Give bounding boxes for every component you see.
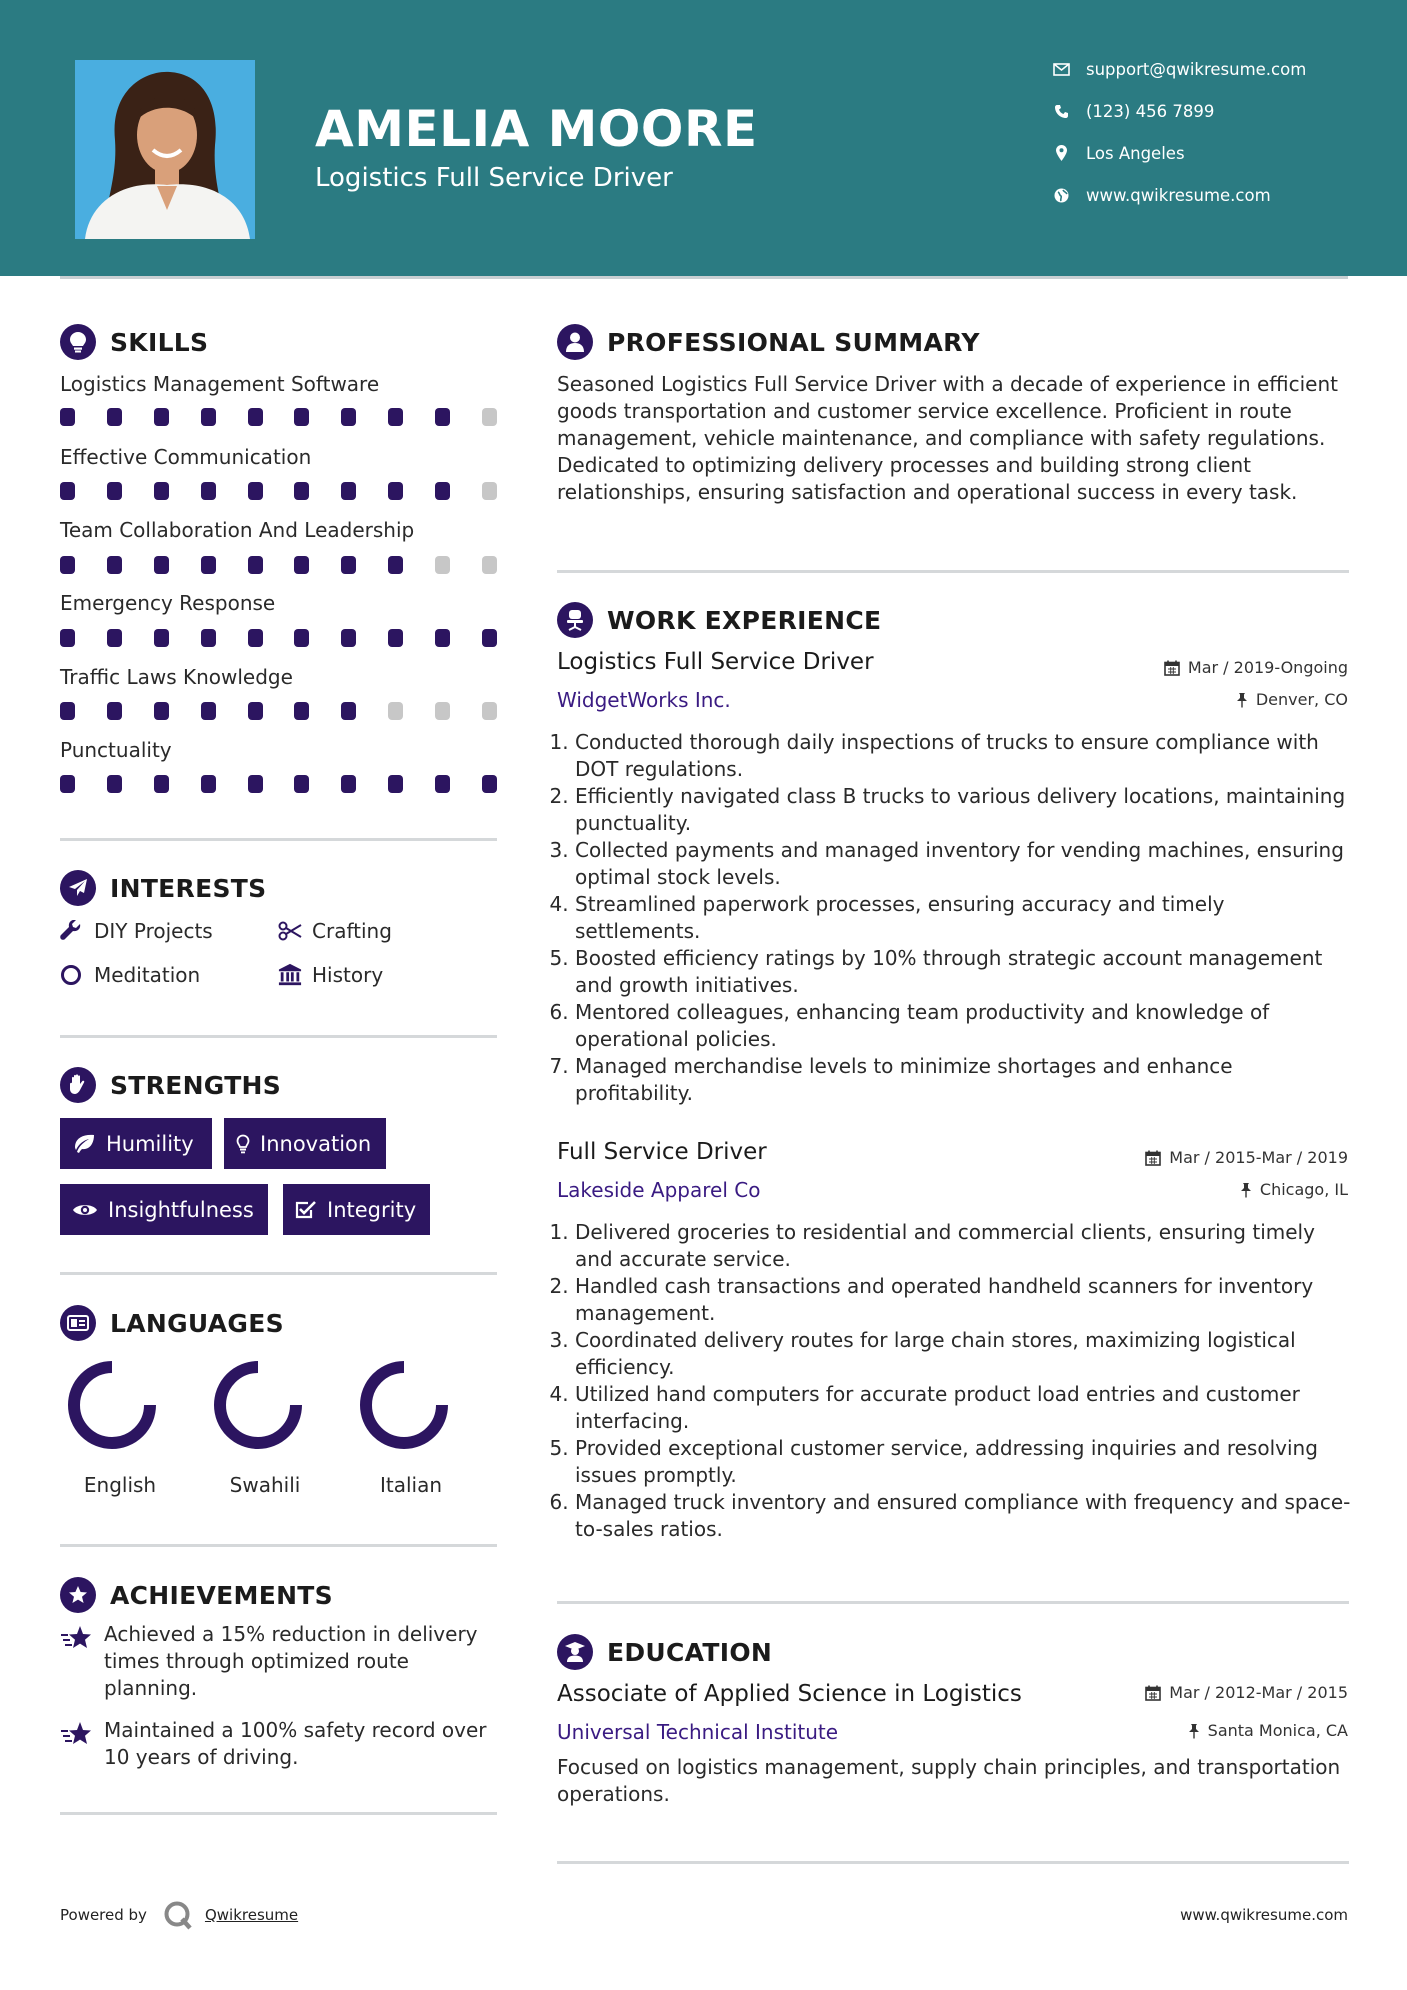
section-divider	[557, 1861, 1349, 1864]
calendar-icon	[1145, 1150, 1161, 1166]
skill-dot-filled	[107, 408, 122, 426]
job-duties	[557, 1219, 1352, 1543]
job-title: Logistics Full Service Driver	[557, 649, 874, 675]
duty-item: 4. Utilized hand computers for accurate product load entries and customer interfacing.	[575, 1381, 1352, 1435]
skill-dot-filled	[341, 556, 356, 574]
strength-badge: Integrity	[283, 1184, 430, 1235]
language-name: English	[83, 1473, 157, 1497]
circle-icon	[60, 964, 84, 986]
skill-dot-filled	[60, 556, 75, 574]
skill-dot-filled	[435, 775, 450, 793]
skill-dot-filled	[107, 556, 122, 574]
skill-rating	[60, 775, 497, 793]
footer-powered-by: Powered by Qwikresume	[60, 1900, 298, 1930]
skill-dot-filled	[248, 482, 263, 500]
job-location: Denver, CO	[1236, 690, 1348, 709]
education-dates: Mar / 2012-Mar / 2015	[1145, 1683, 1348, 1702]
skill-dot-empty	[435, 556, 450, 574]
skill-dot-filled	[154, 556, 169, 574]
achievements-heading: ACHIEVEMENTS	[60, 1577, 333, 1613]
languages-heading: LANGUAGES	[60, 1305, 284, 1341]
education-heading: EDUCATION	[557, 1634, 772, 1670]
skill-dot-filled	[482, 629, 497, 647]
language-ring-arc	[220, 1367, 296, 1443]
skill-dot-filled	[201, 408, 216, 426]
contact-phone[interactable]: (123) 456 7899	[1050, 99, 1214, 123]
skill-dot-empty	[482, 408, 497, 426]
skill-dot-filled	[248, 629, 263, 647]
strength-badge: Humility	[60, 1118, 212, 1169]
skill-rating	[60, 629, 497, 647]
star-badge-icon	[60, 1577, 96, 1613]
contact-location: Los Angeles	[1050, 141, 1185, 165]
skill-dot-filled	[201, 556, 216, 574]
job-dates: Mar / 2015-Mar / 2019	[1145, 1148, 1348, 1167]
footer-website[interactable]: www.qwikresume.com	[1180, 1906, 1348, 1924]
skill-name: Traffic Laws Knowledge	[60, 665, 293, 689]
skill-dot-filled	[435, 482, 450, 500]
header-divider	[60, 276, 1348, 279]
wrench-icon	[60, 920, 84, 942]
interests-heading: INTERESTS	[60, 870, 266, 906]
skill-rating	[60, 556, 497, 574]
skill-dot-filled	[341, 629, 356, 647]
education-description: Focused on logistics management, supply chain principles, and transportation operations.	[557, 1755, 1341, 1806]
map-pin-icon	[1050, 145, 1072, 161]
skill-dot-filled	[248, 556, 263, 574]
language-ring	[359, 1360, 449, 1450]
skill-dot-filled	[388, 775, 403, 793]
school-name: Universal Technical Institute	[557, 1720, 839, 1744]
skill-dot-filled	[435, 408, 450, 426]
brand-link[interactable]: Qwikresume	[204, 1906, 299, 1924]
duty-item: 6. Mentored colleagues, enhancing team productivity and knowledge of operational policies.	[575, 999, 1352, 1053]
user-icon	[557, 324, 593, 360]
skill-dot-filled	[107, 702, 122, 720]
skill-dot-empty	[482, 556, 497, 574]
skill-dot-filled	[60, 482, 75, 500]
skill-dot-filled	[248, 702, 263, 720]
section-divider	[60, 1272, 497, 1275]
skill-dot-filled	[60, 702, 75, 720]
globe-icon	[1050, 188, 1072, 203]
achievement-item: Achieved a 15% reduction in delivery times through optimized route planning.	[60, 1621, 500, 1702]
job-duties	[557, 729, 1352, 1107]
language-ring	[213, 1360, 303, 1450]
company-name: WidgetWorks Inc.	[557, 688, 731, 712]
skill-dot-empty	[435, 702, 450, 720]
section-divider	[557, 1601, 1349, 1604]
skill-dot-filled	[201, 482, 216, 500]
interest-item: History	[278, 962, 383, 988]
skill-dot-filled	[154, 702, 169, 720]
skill-dot-empty	[388, 702, 403, 720]
skill-dot-filled	[435, 629, 450, 647]
skill-dot-filled	[388, 408, 403, 426]
company-name: Lakeside Apparel Co	[557, 1178, 761, 1202]
profile-photo	[75, 60, 255, 239]
education-location: Santa Monica, CA	[1188, 1721, 1348, 1740]
duty-item: 3. Coordinated delivery routes for large chain stores, maximizing logistical efficiency.	[575, 1327, 1352, 1381]
contact-website[interactable]: www.qwikresume.com	[1050, 183, 1271, 207]
skill-dot-filled	[388, 629, 403, 647]
interest-item: Crafting	[278, 918, 392, 944]
language-name: Swahili	[229, 1473, 301, 1497]
job-dates: Mar / 2019-Ongoing	[1164, 658, 1348, 677]
skill-dot-filled	[388, 556, 403, 574]
skill-dot-filled	[388, 482, 403, 500]
skill-dot-filled	[294, 629, 309, 647]
calendar-icon	[1164, 660, 1180, 676]
interest-item: Meditation	[60, 962, 200, 988]
duty-item: 4. Streamlined paperwork processes, ensuring accuracy and timely settlements.	[575, 891, 1352, 945]
job-location: Chicago, IL	[1240, 1180, 1348, 1199]
skill-dot-empty	[482, 482, 497, 500]
checkbox-icon	[295, 1200, 317, 1220]
strengths-heading: STRENGTHS	[60, 1067, 281, 1103]
skill-name: Emergency Response	[60, 591, 276, 615]
section-divider	[60, 838, 497, 841]
candidate-name: AMELIA MOORE	[315, 100, 758, 158]
skill-dot-filled	[154, 629, 169, 647]
pushpin-icon	[1188, 1723, 1200, 1739]
skill-dot-filled	[60, 629, 75, 647]
skill-dot-filled	[294, 775, 309, 793]
language-card-icon	[60, 1305, 96, 1341]
skill-dot-filled	[341, 408, 356, 426]
section-divider	[60, 1035, 497, 1038]
skill-dot-filled	[294, 556, 309, 574]
duty-item: 5. Boosted efficiency ratings by 10% through strategic account management and growth initiatives.	[575, 945, 1352, 999]
paper-plane-icon	[60, 870, 96, 906]
skill-dot-filled	[482, 775, 497, 793]
achievement-item: Maintained a 100% safety record over 10 years of driving.	[60, 1717, 500, 1771]
skill-name: Logistics Management Software	[60, 372, 380, 396]
star-icon	[60, 1621, 94, 1702]
skill-name: Punctuality	[60, 738, 172, 762]
skill-dot-filled	[341, 482, 356, 500]
language-ring	[67, 1360, 157, 1450]
duty-item: 7. Managed merchandise levels to minimize shortages and enhance profitability.	[575, 1053, 1352, 1107]
skill-dot-filled	[341, 775, 356, 793]
duty-item: 1. Conducted thorough daily inspections of trucks to ensure compliance with DOT regulations.	[575, 729, 1352, 783]
skill-dot-filled	[248, 775, 263, 793]
degree-title: Associate of Applied Science in Logistics	[557, 1681, 1022, 1707]
bank-icon	[278, 963, 302, 987]
graduate-icon	[557, 1634, 593, 1670]
candidate-title: Logistics Full Service Driver	[315, 163, 673, 193]
strength-badge: Insightfulness	[60, 1184, 268, 1235]
skill-dot-filled	[201, 775, 216, 793]
skill-dot-filled	[154, 775, 169, 793]
duty-item: 2. Efficiently navigated class B trucks to various delivery locations, maintaining punctuality.	[575, 783, 1352, 837]
skills-heading: SKILLS	[60, 324, 208, 360]
pushpin-icon	[1240, 1182, 1252, 1198]
eye-icon	[72, 1202, 98, 1218]
summary-text: Seasoned Logistics Full Service Driver with a decade of experience in efficient goods transportation and customer service excellence. Proficient in route management, vehicle maintenance, and compliance with safety regulations. Dedicated to optimizing delivery processes and building strong client relationships, ensuring satisfaction and operational success in every task.	[557, 372, 1339, 504]
skill-dot-filled	[294, 702, 309, 720]
skill-dot-filled	[294, 482, 309, 500]
summary-heading: PROFESSIONAL SUMMARY	[557, 324, 980, 360]
contact-email[interactable]: support@qwikresume.com	[1050, 57, 1306, 81]
skill-rating	[60, 408, 497, 426]
skill-dot-filled	[154, 408, 169, 426]
skill-dot-filled	[248, 408, 263, 426]
language-name: Italian	[379, 1473, 443, 1497]
skill-rating	[60, 482, 497, 500]
skill-dot-filled	[107, 775, 122, 793]
star-icon	[60, 1717, 94, 1771]
experience-heading: WORK EXPERIENCE	[557, 602, 881, 638]
phone-icon	[1050, 104, 1072, 119]
hand-icon	[60, 1067, 96, 1103]
skill-name: Effective Communication	[60, 445, 312, 469]
duty-item: 2. Handled cash transactions and operated handheld scanners for inventory management.	[575, 1273, 1352, 1327]
skill-dot-filled	[201, 702, 216, 720]
language-ring-arc	[366, 1367, 442, 1443]
duty-item: 1. Delivered groceries to residential and commercial clients, ensuring timely and accurate service.	[575, 1219, 1352, 1273]
duty-item: 5. Provided exceptional customer service, addressing inquiries and resolving issues promptly.	[575, 1435, 1352, 1489]
skill-dot-filled	[154, 482, 169, 500]
skill-dot-filled	[107, 482, 122, 500]
duty-item: 6. Managed truck inventory and ensured compliance with frequency and space-to-sales ratios.	[575, 1489, 1352, 1543]
skill-dot-filled	[60, 775, 75, 793]
lightbulb-icon	[60, 324, 96, 360]
section-divider	[60, 1544, 497, 1547]
leaf-icon	[72, 1134, 96, 1154]
qwikresume-logo-icon	[163, 1900, 193, 1930]
skill-dot-filled	[201, 629, 216, 647]
scissors-icon	[278, 921, 302, 941]
pushpin-icon	[1236, 692, 1248, 708]
interest-item: DIY Projects	[60, 918, 213, 944]
skill-dot-filled	[294, 408, 309, 426]
chair-icon	[557, 602, 593, 638]
skill-name: Team Collaboration And Leadership	[60, 518, 415, 542]
lightbulb-icon	[236, 1134, 250, 1154]
skill-dot-empty	[482, 702, 497, 720]
section-divider	[557, 570, 1349, 573]
skill-dot-filled	[60, 408, 75, 426]
section-divider	[60, 1812, 497, 1815]
duty-item: 3. Collected payments and managed inventory for vending machines, ensuring optimal stock levels.	[575, 837, 1352, 891]
job-title: Full Service Driver	[557, 1139, 767, 1165]
envelope-icon	[1050, 63, 1072, 76]
skill-rating	[60, 702, 497, 720]
skill-dot-filled	[107, 629, 122, 647]
strength-badge: Innovation	[224, 1118, 386, 1169]
calendar-icon	[1145, 1685, 1161, 1701]
skill-dot-filled	[341, 702, 356, 720]
language-ring-arc	[74, 1367, 150, 1443]
